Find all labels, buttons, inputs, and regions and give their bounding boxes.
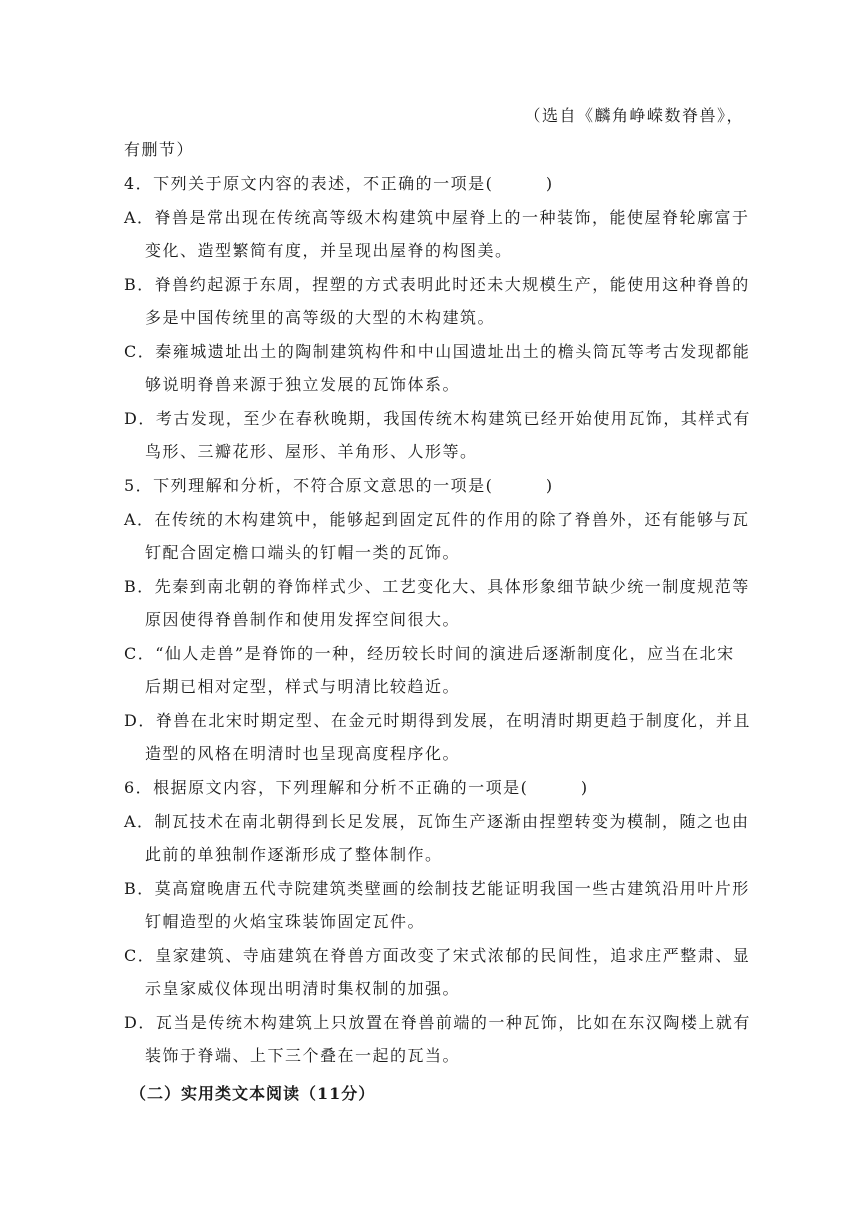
question-5-option-b-cont: 原因使得脊兽制作和使用发挥空间很大。 — [145, 610, 461, 629]
question-5-stem: 5．下列理解和分析，不符合原文意思的一项是( ) — [124, 476, 554, 495]
question-5-option-b: B．先秦到南北朝的脊饰样式少、工艺变化大、具体形象细节缺少统一制度规范等 — [124, 577, 750, 596]
question-4-option-d: D．考古发现，至少在春秋晚期，我国传统木构建筑已经开始使用瓦饰，其样式有 — [124, 409, 751, 428]
question-6-stem: 6．根据原文内容，下列理解和分析不正确的一项是( ) — [124, 778, 589, 797]
question-5-option-d: D．脊兽在北宋时期定型、在金元时期得到发展，在明清时期更趋于制度化，并且 — [124, 711, 751, 730]
question-4-option-b-cont: 多是中国传统里的高等级的大型的木构建筑。 — [145, 308, 496, 327]
question-4-option-d-cont: 鸟形、三瓣花形、屋形、羊角形、人形等。 — [145, 442, 478, 461]
question-4-option-c: C．秦雍城遗址出土的陶制建筑构件和中山国遗址出土的檐头筒瓦等考古发现都能 — [124, 342, 751, 361]
source-citation-continued: 有删节） — [124, 140, 195, 159]
question-5-option-a-cont: 钉配合固定檐口端头的钉帽一类的瓦饰。 — [145, 543, 461, 562]
question-5-option-a: A．在传统的木构建筑中，能够起到固定瓦件的作用的除了脊兽外，还有能够与瓦 — [124, 510, 750, 529]
question-4-option-a-cont: 变化、造型繁简有度，并呈现出屋脊的构图美。 — [145, 241, 513, 260]
section-heading: （二）实用类文本阅读（11分） — [130, 1084, 376, 1103]
question-6-option-c: C．皇家建筑、寺庙建筑在脊兽方面改变了宋式浓郁的民间性，追求庄严整肃、显 — [124, 946, 751, 965]
question-4-stem: 4．下列关于原文内容的表述，不正确的一项是( ) — [124, 174, 554, 193]
question-6-option-b: B．莫高窟晚唐五代寺院建筑类壁画的绘制技艺能证明我国一些古建筑沿用叶片形 — [124, 879, 750, 898]
question-5-option-c: C．“仙人走兽”是脊饰的一种，经历较长时间的演进后逐渐制度化，应当在北宋 — [124, 644, 735, 663]
question-6-option-b-cont: 钉帽造型的火焰宝珠装饰固定瓦件。 — [145, 912, 426, 931]
question-4-option-a: A．脊兽是常出现在传统高等级木构建筑中屋脊上的一种装饰，能使屋脊轮廓富于 — [124, 208, 750, 227]
question-6-option-a-cont: 此前的单独制作逐渐形成了整体制作。 — [145, 845, 443, 864]
question-4-option-b: B．脊兽约起源于东周，捏塑的方式表明此时还未大规模生产，能使用这种脊兽的 — [124, 275, 750, 294]
source-citation: （选自《麟角峥嵘数脊兽》， — [524, 106, 744, 125]
question-5-option-c-cont: 后期已相对定型，样式与明清比较趋近。 — [145, 677, 461, 696]
question-6-option-c-cont: 示皇家威仪体现出明清时集权制的加强。 — [145, 979, 461, 998]
question-6-option-d: D．瓦当是传统木构建筑上只放置在脊兽前端的一种瓦饰，比如在东汉陶楼上就有 — [124, 1013, 751, 1032]
question-5-option-d-cont: 造型的风格在明清时也呈现高度程序化。 — [145, 744, 461, 763]
question-4-option-c-cont: 够说明脊兽来源于独立发展的瓦饰体系。 — [145, 375, 461, 394]
question-6-option-d-cont: 装饰于脊端、上下三个叠在一起的瓦当。 — [145, 1046, 461, 1065]
question-6-option-a: A．制瓦技术在南北朝得到长足发展，瓦饰生产逐渐由捏塑转变为模制，随之也由 — [124, 812, 750, 831]
